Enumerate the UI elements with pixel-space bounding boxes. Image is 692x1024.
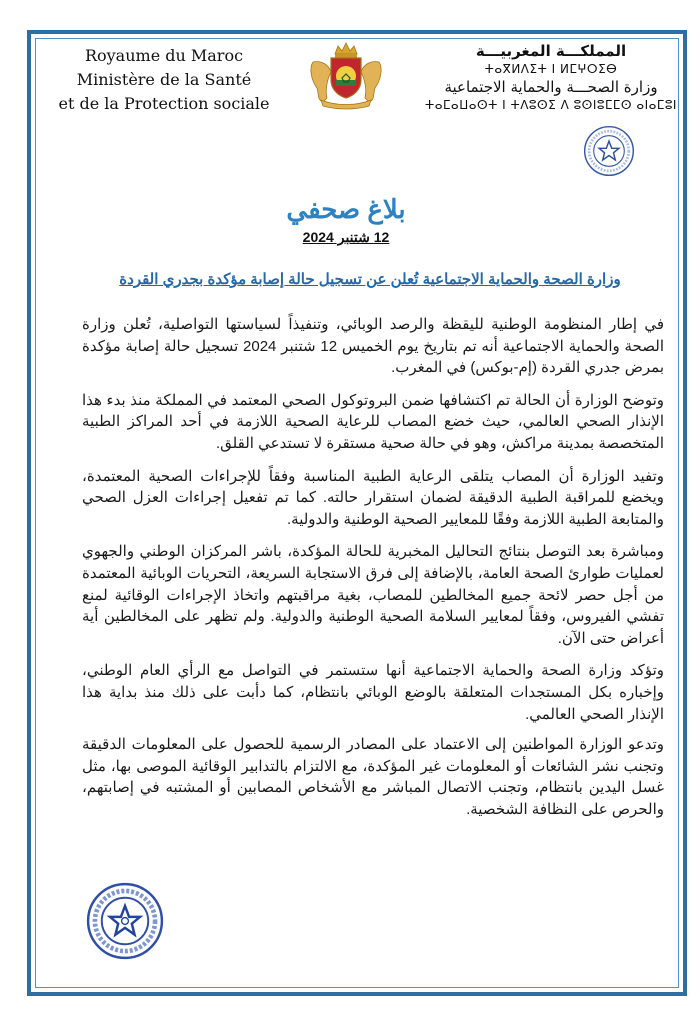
ministry-seal-icon (582, 124, 636, 178)
kingdom-name-ar: المملكـــة المغربيـــة (475, 42, 627, 60)
document-body (82, 314, 664, 831)
paragraph: ومباشرة بعد التوصل بنتائج التحاليل المخبرية للحالة المؤكدة، باشر المركزان الوطني والجهوي لعمليات طوارئ الصحة العامة، بالإضافة إلى فرق الاستجابة السريعة، التحريات الوبائية المعتمدة من أجل حصر لائحة جميع المخالطين للمصاب، بغية مراقبتهم واتخاذ الإجراءات الوقائية لمنع تفشي الفيروس، وفقاً لمعايير السلامة الصحية الوطنية والدولية. ولم تظهر على المخالطين أية أعراض حتى الآن. (82, 543, 664, 647)
document-heading: وزارة الصحة والحماية الاجتماعية تُعلن عن تسجيل حالة إصابة مؤكدة بجدري القردة (119, 271, 621, 288)
ministry-name-fr-2: et de la Protection sociale (58, 94, 270, 113)
paragraph: في إطار المنظومة الوطنية لليقظة والرصد الوبائي، وتنفيذاً لسياستها التواصلية، تُعلن وزارة الصحة والحماية الاجتماعية أنه تم بتاريخ يوم الخميس 12 شتنبر 2024 تسجيل حالة إصابة مؤكدة بمرض جدري القردة (إم-بوكس) في المغرب. (82, 316, 664, 377)
header-french (44, 44, 284, 116)
coat-of-arms-icon (305, 40, 387, 110)
ministry-name-ar: وزارة الصحـــة والحماية الاجتماعية (444, 78, 658, 96)
paragraph: وتفيد الوزارة أن المصاب يتلقى الرعاية الطبية المناسبة وفقاً للإجراءات الصحية المعتمدة، ويخضع للمراقبة الطبية الدقيقة لضمان استقرار حالته. كما تم تفعيل إجراءات العزل الصحي والمتابعة الطبية اللازمة وفقًا للمعايير الصحية الوطنية والدولية. (82, 467, 664, 528)
header-arabic (420, 42, 682, 114)
paragraph: وتوضح الوزارة أن الحالة تم اكتشافها ضمن البروتوكول الصحي المعتمد في المملكة منذ بدء هذا الإنذار الصحي العالمي، حيث خضع المصاب للرعاية الصحية اللازمة في أحد المراكز الطبية المتخصصة بمدينة مراكش، وهو في حالة صحية مستقرة لا تستدعي القلق. (82, 391, 664, 452)
kingdom-name-fr: Royaume du Maroc (84, 46, 244, 65)
ministry-seal-bottom-icon (84, 880, 166, 962)
document-title: بلاغ صحفي (286, 194, 406, 224)
paragraph: وتؤكد وزارة الصحة والحماية الاجتماعية أنها ستستمر في التواصل مع الرأي العام الوطني، وإخباره بكل المستجدات المتعلقة بالوضع الوبائي بانتظام، كما دأبت على ذلك منذ بداية هذا الإنذار الصحي العالمي. (82, 662, 664, 723)
ministry-name-fr: Ministère de la Santé (76, 70, 252, 89)
ministry-name-tifinagh: ⵜⴰⵎⴰⵡⴰⵙⵜ ⵏ ⵜⴷⵓⵙⵉ ⴷ ⵓⵙⵏⵓⵎⵎⵙ ⴰⵏⴰⵎⵓⵏ (425, 98, 677, 112)
kingdom-name-tifinagh: ⵜⴰⴳⵍⴷⵉⵜ ⵏ ⵍⵎⵖⵔⵉⴱ (484, 62, 618, 76)
paragraph: وتدعو الوزارة المواطنين إلى الاعتماد على المصادر الرسمية للحصول على المعلومات الدقيقة وتجنب نشر الشائعات أو المعلومات غير المؤكدة، مع الالتزام بالتدابير الوقائية الموصى بها، مثل غسل اليدين بانتظام، وتجنب الاتصال المباشر مع الأشخاص المصابين أو المشتبه في إصابتهم، والحرص على النظافة الشخصية. (82, 736, 664, 818)
document-date: 12 شتنبر 2024 (302, 229, 390, 245)
